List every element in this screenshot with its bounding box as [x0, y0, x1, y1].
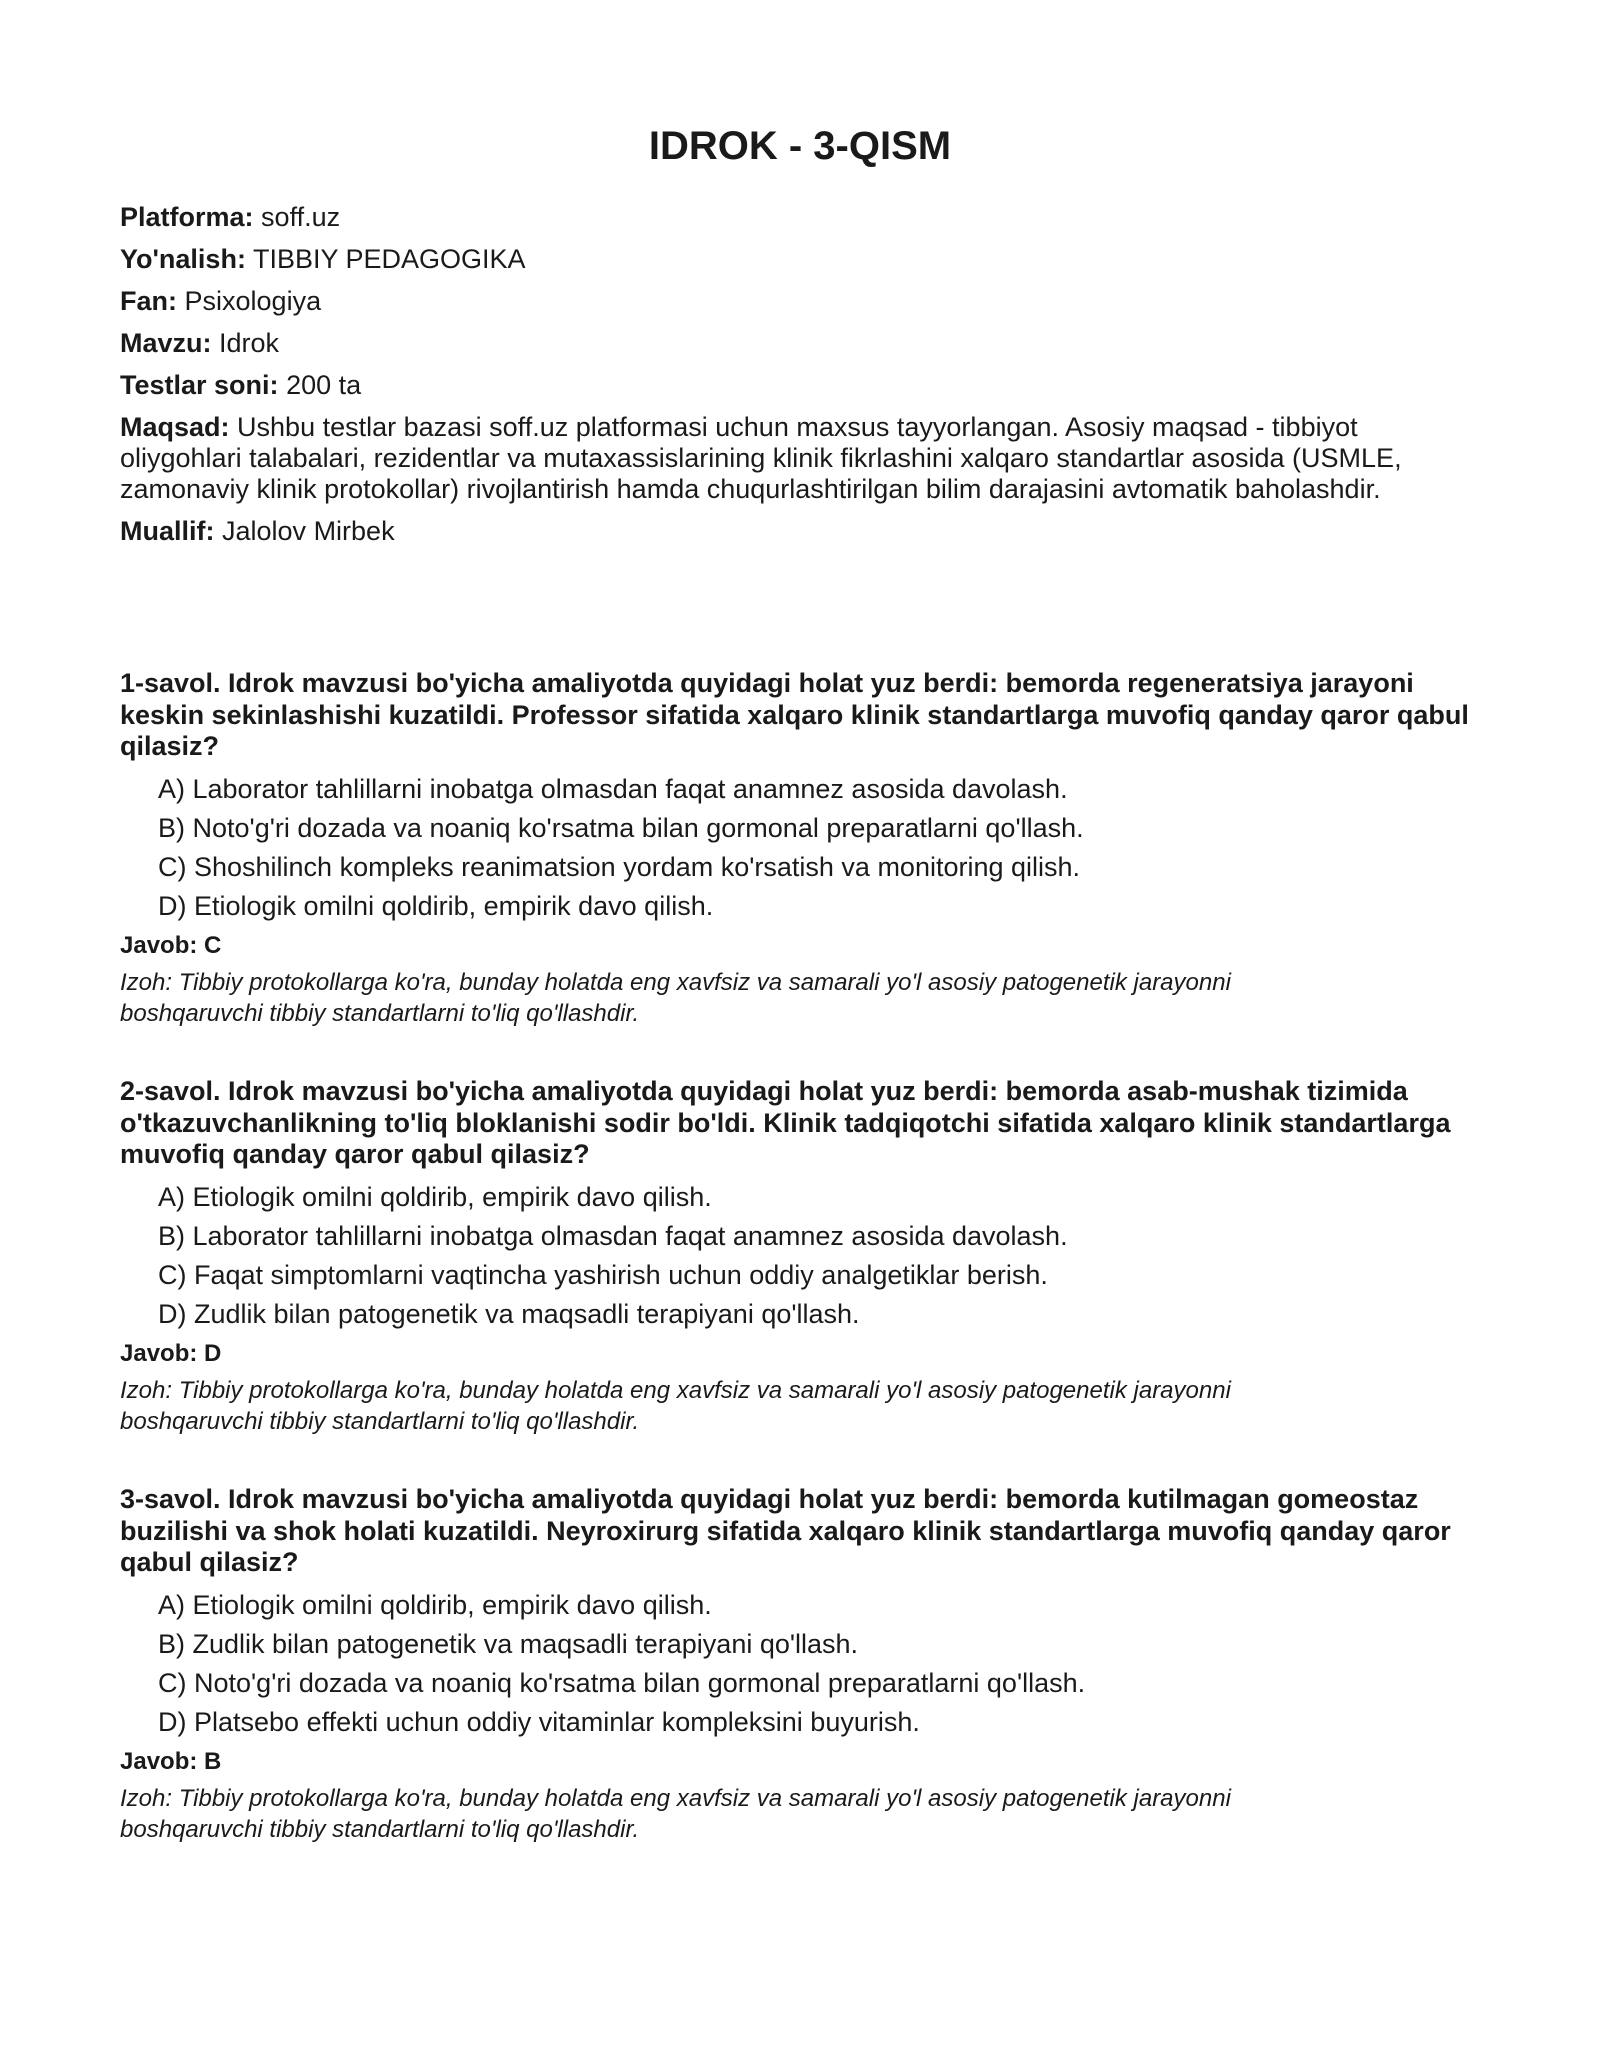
meta-platform	[120, 202, 1460, 233]
meta-topic-value: Idrok	[219, 328, 280, 358]
option-d: D) Etiologik omilni qoldirib, empirik davo qilish.	[158, 890, 714, 921]
option-b: B) Zudlik bilan patogenetik va maqsadli terapiyani qo'llash.	[158, 1628, 859, 1659]
meta-author-key: Muallif:	[120, 516, 215, 546]
meta-subject-key: Fan:	[120, 286, 177, 316]
document-title: IDROK - 3-QISM	[648, 124, 952, 168]
answer-options	[120, 1183, 1480, 1329]
option-d: D) Zudlik bilan patogenetik va maqsadli terapiyani qo'llash.	[158, 1298, 860, 1329]
meta-author-value: Jalolov Mirbek	[222, 516, 395, 546]
correct-answer: Javob: B	[120, 1747, 222, 1775]
option-a: A) Etiologik omilni qoldirib, empirik davo qilish.	[158, 1589, 712, 1620]
correct-answer: Javob: C	[120, 931, 222, 959]
answer-explanation: Izoh: Tibbiy protokollarga ko'ra, bunday holatda eng xavfsiz va samarali yo'l asosiy patogenetik jarayonni boshqaruvchi tibbiy standartlarni to'liq qo'llashdir.	[120, 1376, 1231, 1435]
answer-options	[120, 775, 1480, 921]
option-b: B) Laborator tahlillarni inobatga olmasdan faqat anamnez asosida davolash.	[158, 1220, 1068, 1251]
questions-list	[120, 668, 1480, 1892]
option-c: C) Shoshilinch kompleks reanimatsion yordam ko'rsatish va monitoring qilish.	[158, 851, 1081, 882]
question-item	[120, 668, 1480, 1076]
meta-subject-value: Psixologiya	[184, 286, 322, 316]
question-text: 2-savol. Idrok mavzusi bo'yicha amaliyotda quyidagi holat yuz berdi: bemorda asab-mushak tizimida o'tkazuvchanlikning to'liq bloklanishi sodir bo'ldi. Klinik tadqiqotchi sifatida xalqaro klinik standartlarga muvofiq qanday qaror qabul qilasiz?	[120, 1076, 1451, 1169]
question-text: 1-savol. Idrok mavzusi bo'yicha amaliyotda quyidagi holat yuz berdi: bemorda regeneratsiya jarayoni keskin sekinlashishi kuzatildi. Professor sifatida xalqaro klinik standartlarga muvofiq qanday qaror qabul qilasiz?	[120, 668, 1469, 761]
answer-explanation: Izoh: Tibbiy protokollarga ko'ra, bunday holatda eng xavfsiz va samarali yo'l asosiy patogenetik jarayonni boshqaruvchi tibbiy standartlarni to'liq qo'llashdir.	[120, 1784, 1231, 1843]
correct-answer: Javob: D	[120, 1339, 222, 1367]
option-b: B) Noto'g'ri dozada va noaniq ko'rsatma bilan gormonal preparatlarni qo'llash.	[158, 812, 1084, 843]
option-c: C) Faqat simptomlarni vaqtincha yashirish uchun oddiy analgetiklar berish.	[158, 1259, 1048, 1290]
meta-topic	[120, 328, 1460, 359]
meta-subject	[120, 286, 1460, 317]
option-d: D) Platsebo effekti uchun oddiy vitaminlar kompleksini buyurish.	[158, 1706, 920, 1737]
option-a: A) Laborator tahlillarni inobatga olmasdan faqat anamnez asosida davolash.	[158, 773, 1068, 804]
meta-direction-value: TIBBIY PEDAGOGIKA	[252, 244, 526, 274]
meta-direction-key: Yo'nalish:	[120, 244, 246, 274]
meta-test-count	[120, 370, 1460, 401]
question-text: 3-savol. Idrok mavzusi bo'yicha amaliyotda quyidagi holat yuz berdi: bemorda kutilmagan gomeostaz buzilishi va shok holati kuzatildi. Neyroxirurg sifatida xalqaro klinik standartlarga muvofiq qanday qaror qabul qilasiz?	[120, 1484, 1451, 1577]
meta-platform-key: Platforma:	[120, 202, 254, 232]
metadata-block	[120, 202, 1460, 558]
meta-platform-value: soff.uz	[261, 202, 341, 232]
meta-goal	[120, 412, 1460, 505]
option-a: A) Etiologik omilni qoldirib, empirik davo qilish.	[158, 1181, 712, 1212]
meta-author	[120, 516, 1460, 547]
meta-direction	[120, 244, 1460, 275]
meta-test-count-key: Testlar soni:	[120, 370, 279, 400]
meta-goal-key: Maqsad:	[120, 412, 230, 442]
question-item	[120, 1484, 1480, 1892]
option-c: C) Noto'g'ri dozada va noaniq ko'rsatma bilan gormonal preparatlarni qo'llash.	[158, 1667, 1086, 1698]
meta-topic-key: Mavzu:	[120, 328, 212, 358]
question-item	[120, 1076, 1480, 1484]
answer-explanation: Izoh: Tibbiy protokollarga ko'ra, bunday holatda eng xavfsiz va samarali yo'l asosiy patogenetik jarayonni boshqaruvchi tibbiy standartlarni to'liq qo'llashdir.	[120, 968, 1231, 1027]
answer-options	[120, 1591, 1480, 1737]
meta-goal-value: Ushbu testlar bazasi soff.uz platformasi uchun maxsus tayyorlangan. Asosiy maqsad - tibbiyot oliygohlari talabalari, rezidentlar va mutaxassislarining klinik fikrlashini xalqaro standartlar asosida (USMLE, zamonaviy klinik protokollar) rivojlantirish hamda chuqurlashtirilgan bilim darajasini avtomatik baholashdir.	[120, 412, 1402, 504]
meta-test-count-value: 200 ta	[286, 370, 362, 400]
